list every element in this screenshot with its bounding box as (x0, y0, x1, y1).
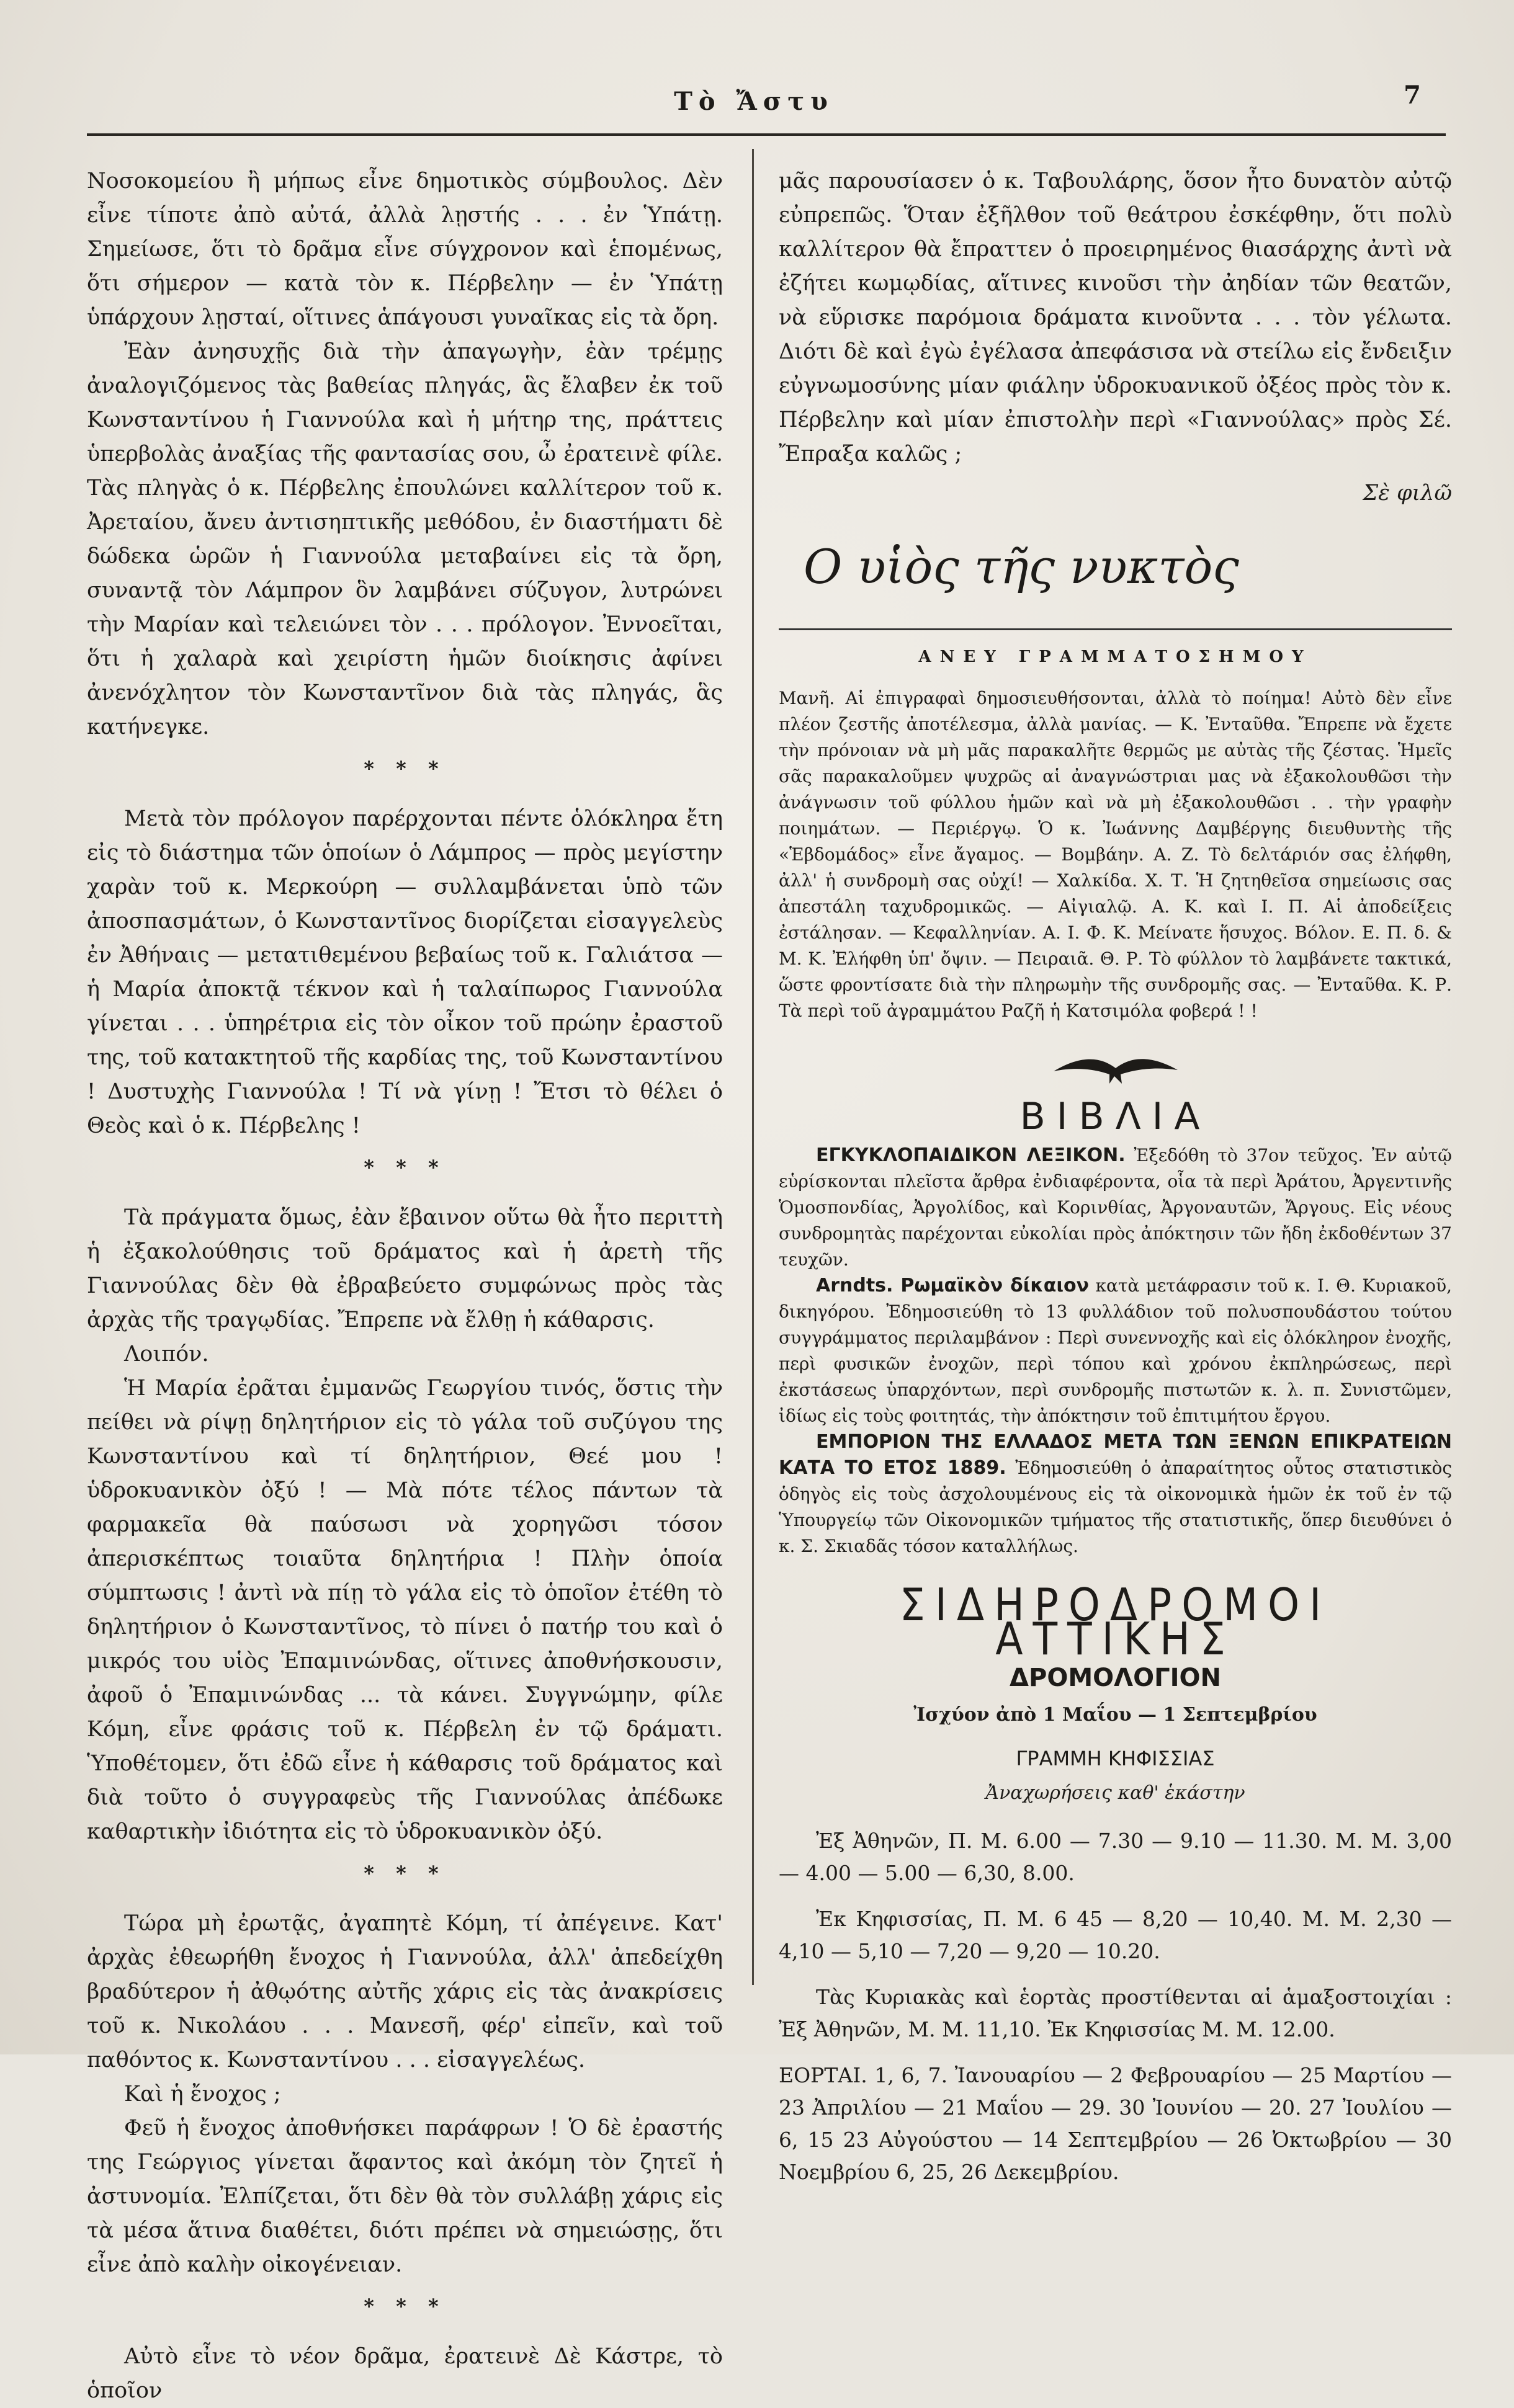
bird-ornament-icon (1047, 1040, 1184, 1096)
left-paragraph-3: Μετὰ τὸν πρόλογον παρέρχονται πέντε ὁλόκληρα ἔτη εἰς τὸ διάστημα τῶν ὁποίων ὁ Λάμπρος — πρὸς μεγίστην χαρὰν τοῦ κ. Μερκούρη — συλλαμβάνεται ὑπὸ τῶν ἀποσπασμάτων, ὁ Κωνσταντῖνος διορίζεται εἰσαγγελεὺς ἐν Ἀθήναις — μετατιθεμένου βεβαίως τοῦ κ. Γαλιάτσα — ἡ Μαρία ἀποκτᾷ τέκνον καὶ ἡ ταλαίπωρος Γιαννούλα γίνεται . . . ὑπηρέτρια εἰς τὸν οἶκον τοῦ πρώην ἐραστοῦ της, τοῦ κατακτητοῦ τῆς καρδίας της, τοῦ Κωνσταντίνου ! Δυστυχὴς Γιαννούλα ! Τί νὰ γίνῃ ! Ἔτσι τὸ θέλει ὁ Θεὸς καὶ ὁ κ. Πέρβελης ! (87, 806, 723, 1138)
right-paragraph-1: μᾶς παρουσίασεν ὁ κ. Ταβουλάρης, ὅσον ἦτο δυνατὸν αὐτῷ εὐπρεπῶς. Ὅταν ἐξῆλθον τοῦ θεάτρου ἐσκέφθην, ὅτι πολὺ καλλίτερον θὰ ἔπραττεν ὁ προειρημένος θιασάρχης ἀντὶ νὰ ἐζήτει κωμῳδίας, αἵτινες κινοῦσι τὴν ἀηδίαν τῶν θεατῶν, νὰ εὕρισκε παρόμοια δράματα κινοῦντα . . . τὸν γέλωτα. Διότι δὲ καὶ ἐγὼ ἐγέλασα ἀπεφάσισα νὰ στείλω εἰς ἔνδειξιν εὐγνωμοσύνης μίαν φιάλην ὑδροκυανικοῦ ὀξέος πρὸς τὸν κ. Πέρβελην καὶ μίαν ἐπιστολὴν περὶ «Γιαννούλας» πρὸς Σέ. Ἔπραξα καλῶς ; (779, 169, 1452, 466)
left-paragraph-9: Φεῦ ἡ ἔνοχος ἀποθνήσκει παράφρων ! Ὁ δὲ ἐραστής της Γεώργιος γίνεται ἄφαντος καὶ ἀκόμη τὸν ζητεῖ ἡ ἀστυνομία. Ἐλπίζεται, ὅτι δὲν θὰ τὸν συλλάβῃ χάρις εἰς τὰ μέσα ἅτινα διαθέτει, διότι πρέπει νὰ σημειώσῃς, ὅτι εἶνε ἀπὸ καλὴν οἰκογένειαν. (87, 2116, 723, 2277)
left-column (87, 164, 723, 2408)
correspondence-heading: ΑΝΕΥ ΓΡΑΜΜΑΤΟΣΗΜΟΥ (918, 648, 1312, 666)
page-number: 7 (1404, 81, 1421, 110)
line-name: ΓΡΑΜΜΗ ΚΗΦΙΣΣΙΑΣ (1016, 1747, 1215, 1770)
schedule-sundays: Τὰς Κυριακὰς καὶ ἑορτὰς προστίθενται αἱ ἁμαξοστοιχίαι : Ἐξ Ἀθηνῶν, Μ. Μ. 11,10. Ἐκ Κηφισσίας Μ. Μ. 12.00. (779, 1985, 1452, 2041)
book-2-title: Arndts. Ρωμαϊκὸν δίκαιον (816, 1275, 1090, 1296)
sign-off: Σὲ φιλῶ (1363, 481, 1452, 506)
railway-subtitle: ΔΡΟΜΟΛΟΓΙΟΝ (1010, 1664, 1221, 1692)
right-column (779, 164, 1452, 2202)
left-paragraph-2: Ἐὰν ἀνησυχῇς διὰ τὴν ἀπαγωγὴν, ἐὰν τρέμῃς ἀναλογιζόμενος τὰς βαθείας πληγάς, ἃς ἔλαβεν ἐκ τοῦ Κωνσταντίνου ἡ Γιαννούλα καὶ ἡ μήτηρ της, πράττεις ὑπερβολὰς ἀναξίας τῆς φαντασίας σου, ὦ ἐρατεινὲ φίλε. Τὰς πληγὰς ὁ κ. Πέρβελης ἐπουλώνει καλλίτερον τοῦ κ. Ἀρεταίου, ἄνευ ἀντισηπτικῆς μεθόδου, ἐν διαστήματι δὲ δώδεκα ὡρῶν ἡ Γιαννούλα μεταβαίνει εἰς τὰ ὄρη, συναντᾷ τὸν Λάμπρον ὃν λαμβάνει σύζυγον, λυτρώνει τὴν Μαρίαν καὶ τελειώνει τὸν . . . πρόλογον. Ἐννοεῖται, ὅτι ἡ χαλαρὰ καὶ χειρίστη ἡμῶν διοίκησις ἀφίνει ἀνενόχλητον τὸν Κωνσταντῖνον διὰ τὰς πληγάς, ἃς κατήνεγκε. (87, 339, 723, 739)
schedule-from-kifisia: Ἐκ Κηφισσίας, Π. Μ. 6 45 — 8,20 — 10,40. Μ. Μ. 2,30 — 4,10 — 5,10 — 7,20 — 9,20 — 10.20. (779, 1907, 1452, 1963)
header-rule (87, 133, 1446, 136)
handwritten-signature: Ο υἱὸς τῆς νυκτὸς (804, 539, 1239, 594)
section-rule (779, 628, 1452, 630)
left-paragraph-8: Καὶ ἡ ἔνοχος ; (124, 2082, 281, 2107)
book-1-title: ΕΓΚΥΚΛΟΠΑΙΔΙΚΟΝ ΛΕΞΙΚΟΝ. (816, 1144, 1126, 1166)
book-3-title: ΕΜΠΟΡΙΟΝ ΤΗΣ ΕΛΛΑΔΟΣ ΜΕΤΑ ΤΩΝ ΞΕΝΩΝ ΕΠΙΚΡΑΤΕΙΩΝ ΚΑΤΑ ΤΟ ΕΤΟΣ 1889. (779, 1431, 1452, 1479)
column-divider (752, 149, 754, 1985)
railway-validity: Ἰσχύον ἀπὸ 1 Μαΐου — 1 Σεπτεμβρίου (913, 1704, 1317, 1726)
left-paragraph-6: Ἡ Μαρία ἐρᾶται ἐμμανῶς Γεωργίου τινός, ὅστις τὴν πείθει νὰ ρίψῃ δηλητήριον εἰς τὸ γάλα τοῦ συζύγου της Κωνσταντίνου καὶ τί δηλητήριον, Θεέ μου ! ὑδροκυανικὸν ὀξύ ! — Μὰ πότε τέλος πάντων τὰ φαρμακεῖα θὰ παύσωσι νὰ χορηγῶσι τόσον ἀπερισκέπτως τοιαῦτα δηλητήρια ! Πλὴν ὁποία σύμπτωσις ! ἀντὶ νὰ πίῃ τὸ γάλα εἰς τὸ ὁποῖον ἐτέθη τὸ δηλητήριον ὁ Κωνσταντῖνος, τὸ πίνει ὁ πατήρ του καὶ ὁ μικρός του υἱὸς Ἐπαμινώνδας, οἵτινες ἀποθνήσκουσιν, ἀφοῦ ὁ Ἐπαμινώνδας ... τὰ κάνει. Συγγνώμην, φίλε Κόμη, εἶνε φράσις τοῦ κ. Πέρβελη ἐν τῷ δράματι. Ὑποθέτομεν, ὅτι ἐδῶ εἶνε ἡ κάθαρσις τοῦ δράματος καὶ διὰ τοῦτο ὁ συγγραφεὺς τῆς Γιαννούλας ἀπέδωκε καθαρτικὴν ἰδιότητα εἰς τὸ ὑδροκυανικὸν ὀξύ. (87, 1376, 723, 1844)
railway-title: ΣΙΔΗΡΟΔΡΟΜΟΙ ΑΤΤΙΚΗΣ (899, 1579, 1332, 1665)
section-stars: * * * (364, 1862, 446, 1885)
left-paragraph-4: Τὰ πράγματα ὅμως, ἐὰν ἔβαινον οὕτω θὰ ἦτο περιττὴ ἡ ἐξακολούθησις τοῦ δράματος καὶ ἡ ἀρετὴ τῆς Γιαννούλας δὲν θὰ ἐβραβεύετο συμφώνως πρὸς τὰς ἀρχὰς τῆς τραγῳδίας. Ἔπρεπε νὰ ἔλθῃ ἡ κάθαρσις. (87, 1205, 723, 1332)
section-stars: * * * (364, 1156, 446, 1179)
left-paragraph-7: Τώρα μὴ ἐρωτᾷς, ἀγαπητὲ Κόμη, τί ἀπέγεινε. Κατ' ἀρχὰς ἐθεωρήθη ἔνοχος ἡ Γιαννούλα, ἀλλ' ἀπεδείχθη βραδύτερον ἡ ἀθῳότης αὐτῆς χάρις εἰς τὰς ἀνακρίσεις τοῦ κ. Νικολάου . . . Μανεσῆ, φέρ' εἰπεῖν, καὶ τοῦ παθόντος κ. Κωνσταντίνου . . . εἰσαγγελέως. (87, 1911, 723, 2072)
section-stars: * * * (364, 2294, 446, 2318)
books-heading: ΒΙΒΛΙΑ (1019, 1095, 1211, 1138)
schedule-holidays: ΕΟΡΤΑΙ. 1, 6, 7. Ἰανουαρίου — 2 Φεβρουαρίου — 25 Μαρτίου — 23 Ἀπριλίου — 21 Μαΐου — 29. 30 Ἰουνίου — 20. 27 Ἰουλίου — 6, 15 23 Αὐγούστου — 14 Σεπτεμβρίου — 26 Ὀκτωβρίου — 30 Νοεμβρίου 6, 25, 26 Δεκεμβρίου. (779, 2063, 1452, 2184)
correspondence-notices: Μανῆ. Αἱ ἐπιγραφαὶ δημοσιευθήσονται, ἀλλὰ τὸ ποίημα! Αὐτὸ δὲν εἶνε πλέον ζεστῆς ἀποτέλεσμα, ἀλλὰ μανίας. — Κ. Ἐνταῦθα. Ἔπρεπε νὰ ἔχετε τὴν πρόνοιαν νὰ μὴ μᾶς παρακαλῆτε θερμῶς με αὐτὰς τῆς ζέστας. Ἡμεῖς σᾶς παρακαλοῦμεν ψυχρῶς αἱ ἀναγνώστριαι μας νὰ ἐξακολουθῶσι τὴν ἀνάγνωσιν τοῦ φύλλου ἡμῶν καὶ νὰ μὴ ἐξακολουθῶσι . . τὴν γραφὴν ποιημάτων. — Περιέργῳ. Ὁ κ. Ἰωάννης Δαμβέργης διευθυντὴς τῆς «Ἑβδομάδος» εἶνε ἄγαμος. — Βομβάην. Α. Ζ. Τὸ δελτάριόν σας ἐλήφθη, ἀλλ' ἡ συνδρομὴ σας οὐχί! — Χαλκίδα. Χ. Τ. Ἡ ζητηθεῖσα σημείωσις σας ἀπεστάλη ταχυδρομικῶς. — Αἰγιαλῷ. Α. Κ. καὶ Ι. Π. Αἱ ἀποδείξεις ἐστάλησαν. — Κεφαλληνίαν. Α. Ι. Φ. Κ. Μείνατε ἥσυχος. Βόλον. Ε. Π. δ. & Μ. Κ. Ἐλήφθη ὑπ' ὄψιν. — Πειραιᾶ. Θ. Ρ. Τὸ φύλλον τὸ λαμβάνετε τακτικά, ὥστε φροντίσατε διὰ τὴν πληρωμὴν τῆς συνδρομῆς σας. — Ἐνταῦθα. Κ. Ρ. Τὰ περὶ τοῦ ἀγραμμάτου Ραζῆ ἡ Κατσιμόλα φοβερά ! ! (779, 688, 1452, 1021)
book-1-text: Ἐξεδόθη τὸ 37ον τεῦχος. Ἐν αὐτῷ εὑρίσκονται πλεῖστα ἄρθρα ἐνδιαφέροντα, οἷα τὰ περὶ Ἀράτου, Ἀργεντινῆς Ὁμοσπονδίας, Ἀργολίδος, καὶ Κορινθίας, Ἀργοναυτῶν, Ἄργους. Εἰς νέους συνδρομητὰς παρέχονται εὐκολίαι πρὸς ἀπόκτησιν τῶν ἤδη ἐκδοθέντων 37 τευχῶν. (779, 1145, 1452, 1270)
line-subtitle: Ἀναχωρήσεις καθ' ἑκάστην (985, 1782, 1245, 1804)
masthead: Τὸ Ἄστυ (674, 87, 834, 116)
left-paragraph-5: Λοιπόν. (124, 1342, 209, 1367)
book-3-text: Ἐδημοσιεύθη ὁ ἀπαραίτητος οὗτος στατιστικὸς ὁδηγὸς εἰς τοὺς ἀσχολουμένους εἰς τὰ οἰκονομικὰ ἡμῶν ἐκ τοῦ ἐν τῷ Ὑπουργείῳ τῶν Οἰκονομικῶν τμήματος τῆς στατιστικῆς, ὅπερ διευθύνει ὁ κ. Σ. Σκιαδᾶς τόσον καταλλήλως. (779, 1458, 1453, 1556)
left-paragraph-10: Αὐτὸ εἶνε τὸ νέον δρᾶμα, ἐρατεινὲ Δὲ Κάστρε, τὸ ὁποῖον (87, 2344, 723, 2403)
book-2-text: κατὰ μετάφρασιν τοῦ κ. Ι. Θ. Κυριακοῦ, δικηγόρου. Ἐδημοσιεύθη τὸ 13 φυλλάδιον τοῦ πολυσπουδάστου τούτου συγγράμματος περιλαμβάνον : Περὶ συνεννοχῆς καὶ εἰς ὁλόκληρον ἐνοχῆς, περὶ φυσικῶν ἐνοχῶν, περὶ τόπου καὶ χρόνου ἐκπληρώσεως, περὶ ἐκστάσεως ὑπαρχόντων, περὶ συνδρομῆς πιστωτῶν κ. λ. π. Συνιστῶμεν, ἰδίως εἰς τοὺς φοιτητάς, τὴν ἀπόκτησιν τοῦ ἐπιτιμήτου ἔργου. (779, 1275, 1452, 1426)
section-stars: * * * (364, 757, 446, 780)
left-paragraph-1: Νοσοκομείου ἢ μήπως εἶνε δημοτικὸς σύμβουλος. Δὲν εἶνε τίποτε ἀπὸ αὐτά, ἀλλὰ λῃστής . . . ἐν Ὑπάτῃ. Σημείωσε, ὅτι τὸ δρᾶμα εἶνε σύγχρονον καὶ ἑπομένως, ὅτι σήμερον — κατὰ τὸν κ. Πέρβελην — ἐν Ὑπάτῃ ὑπάρχουν λῃσταί, οἵτινες ἁπάγουσι γυναῖκας εἰς τὰ ὄρη. (87, 169, 723, 330)
schedule-from-athens: Ἐξ Ἀθηνῶν, Π. Μ. 6.00 — 7.30 — 9.10 — 11.30. Μ. Μ. 3,00 — 4.00 — 5.00 — 6,30, 8.00. (779, 1829, 1452, 1885)
